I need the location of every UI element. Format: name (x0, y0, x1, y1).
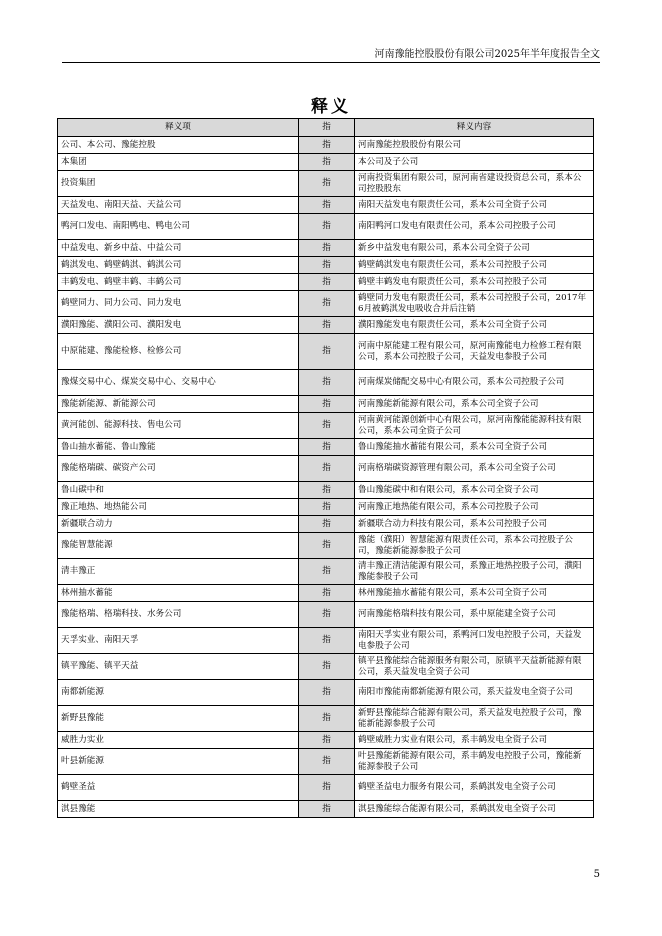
refers-cell: 指 (299, 499, 355, 516)
definitions-table (57, 118, 594, 818)
table-row (58, 482, 594, 499)
meaning-cell: 新乡中益发电有限公司，系本公司全资子公司 (355, 240, 594, 257)
refers-cell: 指 (299, 291, 355, 317)
term-cell: 豫能新能源、新能源公司 (58, 396, 299, 413)
meaning-cell: 南阳鸭河口发电有限责任公司，系本公司控股子公司 (355, 214, 594, 240)
table-body (58, 137, 594, 818)
term-cell: 叶县新能源 (58, 749, 299, 775)
meaning-cell: 河南豫能控股股份有限公司 (355, 137, 594, 154)
meaning-cell: 濮阳豫能发电有限责任公司，系本公司全资子公司 (355, 317, 594, 334)
refers-cell: 指 (299, 317, 355, 334)
term-cell: 天孚实业、南阳天孚 (58, 628, 299, 654)
term-cell: 南都新能源 (58, 680, 299, 706)
meaning-cell: 清丰豫正清洁能源有限公司，系豫正地热控股子公司，濮阳豫能参股子公司 (355, 559, 594, 585)
table-row (58, 680, 594, 706)
term-cell: 林州抽水蓄能 (58, 585, 299, 602)
refers-cell: 指 (299, 801, 355, 818)
table-row (58, 137, 594, 154)
term-cell: 淇县豫能 (58, 801, 299, 818)
table-row (58, 654, 594, 680)
term-cell: 清丰豫正 (58, 559, 299, 585)
meaning-cell: 鹤壁同力发电有限责任公司，系本公司控股子公司，2017年6月被鹤淇发电吸收合并后注销 (355, 291, 594, 317)
meaning-cell: 镇平县豫能综合能源服务有限公司，原镇平天益新能源有限公司，系天益发电全资子公司 (355, 654, 594, 680)
refers-cell: 指 (299, 775, 355, 801)
refers-cell: 指 (299, 197, 355, 214)
term-cell: 中益发电、新乡中益、中益公司 (58, 240, 299, 257)
table-row (58, 775, 594, 801)
table-row (58, 257, 594, 274)
refers-cell: 指 (299, 654, 355, 680)
table-row (58, 171, 594, 197)
refers-cell: 指 (299, 456, 355, 482)
table-row (58, 439, 594, 456)
table-row (58, 274, 594, 291)
term-cell: 鹤淇发电、鹤壁鹤淇、鹤淇公司 (58, 257, 299, 274)
term-cell: 鲁山抽水蓄能、鲁山豫能 (58, 439, 299, 456)
meaning-cell: 鹤壁威胜力实业有限公司，系丰鹤发电全资子公司 (355, 732, 594, 749)
term-cell: 新野县豫能 (58, 706, 299, 732)
column-header-term: 释义项 (58, 119, 299, 137)
table-row (58, 602, 594, 628)
refers-cell: 指 (299, 559, 355, 585)
table-row (58, 732, 594, 749)
table-row (58, 559, 594, 585)
term-cell: 豫能智慧能源 (58, 533, 299, 559)
refers-cell: 指 (299, 257, 355, 274)
term-cell: 投资集团 (58, 171, 299, 197)
meaning-cell: 河南格瑞碳资源管理有限公司，系本公司全资子公司 (355, 456, 594, 482)
page-number: 5 (593, 869, 600, 880)
table-row (58, 499, 594, 516)
table-row (58, 413, 594, 439)
meaning-cell: 南阳天益发电有限责任公司，系本公司全资子公司 (355, 197, 594, 214)
term-cell: 威胜力实业 (58, 732, 299, 749)
term-cell: 鲁山碳中和 (58, 482, 299, 499)
refers-cell: 指 (299, 732, 355, 749)
table-row (58, 585, 594, 602)
table-row (58, 334, 594, 370)
table-row (58, 317, 594, 334)
table-row (58, 533, 594, 559)
meaning-cell: 河南煤炭储配交易中心有限公司，系本公司控股子公司 (355, 370, 594, 396)
table-row (58, 628, 594, 654)
term-cell: 豫正地热、地热能公司 (58, 499, 299, 516)
meaning-cell: 淇县豫能综合能源有限公司，系鹤淇发电全资子公司 (355, 801, 594, 818)
refers-cell: 指 (299, 706, 355, 732)
table-header-row (58, 119, 594, 137)
term-cell: 鹤壁同力、同力公司、同力发电 (58, 291, 299, 317)
table-row (58, 749, 594, 775)
refers-cell: 指 (299, 396, 355, 413)
term-cell: 公司、本公司、豫能控股 (58, 137, 299, 154)
meaning-cell: 新野县豫能综合能源有限公司，系天益发电控股子公司，豫能新能源参股子公司 (355, 706, 594, 732)
refers-cell: 指 (299, 370, 355, 396)
meaning-cell: 河南中原能建工程有限公司，原河南豫能电力检修工程有限公司，系本公司控股子公司，天益发电参股子公司 (355, 334, 594, 370)
term-cell: 镇平豫能、镇平天益 (58, 654, 299, 680)
table-row (58, 154, 594, 171)
refers-cell: 指 (299, 533, 355, 559)
header-title: 河南豫能控股股份有限公司2025年半年度报告全文 (374, 49, 600, 60)
page-header (62, 40, 600, 63)
meaning-cell: 本公司及子公司 (355, 154, 594, 171)
meaning-cell: 鹤壁圣益电力服务有限公司，系鹤淇发电全资子公司 (355, 775, 594, 801)
meaning-cell: 河南豫正地热能有限公司，系本公司控股子公司 (355, 499, 594, 516)
refers-cell: 指 (299, 585, 355, 602)
term-cell: 豫能格瑞、格瑞科技、水务公司 (58, 602, 299, 628)
meaning-cell: 林州豫能抽水蓄能有限公司，系本公司全资子公司 (355, 585, 594, 602)
page-title: 释义 (311, 97, 351, 117)
refers-cell: 指 (299, 240, 355, 257)
meaning-cell: 河南黄河能源创新中心有限公司，原河南豫能能源科技有限公司，系本公司全资子公司 (355, 413, 594, 439)
meaning-cell: 叶县豫能新能源有限公司，系丰鹤发电控股子公司，豫能新能源参股子公司 (355, 749, 594, 775)
meaning-cell: 河南投资集团有限公司，原河南省建设投资总公司，系本公司控股股东 (355, 171, 594, 197)
refers-cell: 指 (299, 274, 355, 291)
term-cell: 濮阳豫能、濮阳公司、濮阳发电 (58, 317, 299, 334)
refers-cell: 指 (299, 413, 355, 439)
term-cell: 豫能格瑞碳、碳资产公司 (58, 456, 299, 482)
refers-cell: 指 (299, 516, 355, 533)
refers-cell: 指 (299, 628, 355, 654)
meaning-cell: 河南豫能新能源有限公司，系本公司全资子公司 (355, 396, 594, 413)
refers-cell: 指 (299, 334, 355, 370)
table-row (58, 706, 594, 732)
refers-cell: 指 (299, 602, 355, 628)
meaning-cell: 南阳市豫能南都新能源有限公司，系天益发电全资子公司 (355, 680, 594, 706)
refers-cell: 指 (299, 137, 355, 154)
term-cell: 黄河能创、能源科技、售电公司 (58, 413, 299, 439)
term-cell: 本集团 (58, 154, 299, 171)
table-row (58, 456, 594, 482)
term-cell: 新疆联合动力 (58, 516, 299, 533)
table-row (58, 396, 594, 413)
meaning-cell: 河南豫能格瑞科技有限公司，系中原能建全资子公司 (355, 602, 594, 628)
meaning-cell: 南阳天孚实业有限公司，系鸭河口发电控股子公司，天益发电参股子公司 (355, 628, 594, 654)
term-cell: 中原能建、豫能检修、检修公司 (58, 334, 299, 370)
term-cell: 天益发电、南阳天益、天益公司 (58, 197, 299, 214)
term-cell: 鹤壁圣益 (58, 775, 299, 801)
column-header-refers: 指 (299, 119, 355, 137)
meaning-cell: 鹤壁丰鹤发电有限责任公司，系本公司控股子公司 (355, 274, 594, 291)
refers-cell: 指 (299, 171, 355, 197)
meaning-cell: 鲁山豫能碳中和有限公司，系本公司全资子公司 (355, 482, 594, 499)
meaning-cell: 鹤壁鹤淇发电有限责任公司，系本公司控股子公司 (355, 257, 594, 274)
term-cell: 鸭河口发电、南阳鸭电、鸭电公司 (58, 214, 299, 240)
meaning-cell: 豫能（濮阳）智慧能源有限责任公司，系本公司控股子公司，豫能新能源参股子公司 (355, 533, 594, 559)
column-header-meaning: 释义内容 (355, 119, 594, 137)
refers-cell: 指 (299, 154, 355, 171)
table-row (58, 197, 594, 214)
table-row (58, 291, 594, 317)
refers-cell: 指 (299, 439, 355, 456)
table-row (58, 801, 594, 818)
term-cell: 豫煤交易中心、煤炭交易中心、交易中心 (58, 370, 299, 396)
table-row (58, 370, 594, 396)
meaning-cell: 鲁山豫能抽水蓄能有限公司，系本公司全资子公司 (355, 439, 594, 456)
table-row (58, 516, 594, 533)
refers-cell: 指 (299, 680, 355, 706)
refers-cell: 指 (299, 214, 355, 240)
table-row (58, 214, 594, 240)
refers-cell: 指 (299, 749, 355, 775)
meaning-cell: 新疆联合动力科技有限公司，系本公司控股子公司 (355, 516, 594, 533)
refers-cell: 指 (299, 482, 355, 499)
term-cell: 丰鹤发电、鹤壁丰鹤、丰鹤公司 (58, 274, 299, 291)
table-row (58, 240, 594, 257)
